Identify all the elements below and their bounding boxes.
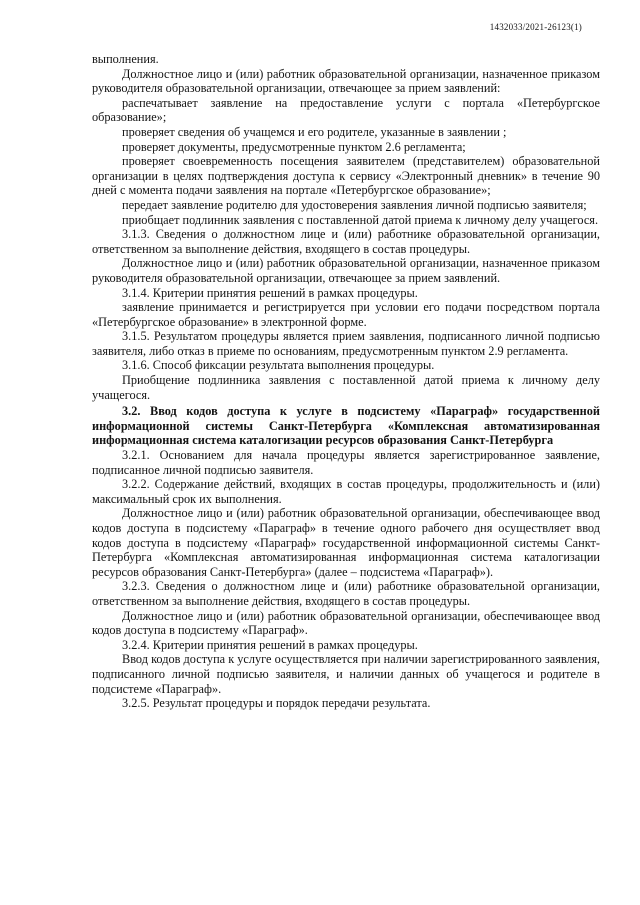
paragraph: приобщает подлинник заявления с поставленной датой приема к личному делу учащегося. [122,212,599,227]
paragraph: 3.2.1. Основанием для начала процедуры является зарегистрированное заявление, подписанное личной подписью заявителя. [92,448,600,477]
paragraph: 3.2.2. Содержание действий, входящих в состав процедуры, продолжительность и (или) максимальный срок их выполнения. [92,477,600,506]
paragraph: 3.1.3. Сведения о должностном лице и (или) работнике образовательной организации, ответственном за выполнение действия, входящего в состав процедуры. [92,227,600,256]
paragraph: выполнения. [92,52,159,66]
section-heading: 3.2. Ввод кодов доступа к услуге в подсистему «Параграф» государственной информационной системы Санкт-Петербурга «Комплексная автоматизированная информационная система каталогизации ресурсов образования Санкт-Петербурга [92,404,600,448]
paragraph: Ввод кодов доступа к услуге осуществляется при наличии зарегистрированного заявления, подписанного личной подписью заявителя, и наличии данных об учащегося и родителе в подсистеме «Параграф». [92,652,600,696]
paragraph: проверяет документы, предусмотренные пунктом 2.6 регламента; [122,139,466,154]
paragraph: 3.2.3. Сведения о должностном лице и (или) работнике образовательной организации, ответственном за выполнение действия, входящего в состав процедуры. [92,579,600,608]
paragraph: Должностное лицо и (или) работник образовательной организации, назначенное приказом руководителя образовательной организации, отвечающее за прием заявлений. [92,256,600,285]
paragraph: Должностное лицо и (или) работник образовательной организации, обеспечивающее ввод кодов доступа в подсистему «Параграф». [92,608,600,638]
paragraph: проверяет своевременность посещения заявителем (представителем) образовательной организации в целях подтверждения доступа к сервису «Электронный дневник» в течение 90 дней с момента подачи заявления на портале «Петербургское образование»; [92,154,600,198]
paragraph: передает заявление родителю для удостоверения заявления личной подписью заявителя; [122,197,587,212]
paragraph: Должностное лицо и (или) работник образовательной организации, назначенное приказом руководителя образовательной организации, отвечающее за прием заявлений: [92,66,600,96]
paragraph: 3.2.5. Результат процедуры и порядок передачи результата. [122,696,431,711]
paragraph: Приобщение подлинника заявления с поставленной датой приема к личному делу учащегося. [92,373,600,402]
document-body [92,52,600,711]
document-number: 1432033/2021-26123(1) [489,22,582,32]
paragraph: 3.2.4. Критерии принятия решений в рамках процедуры. [122,637,418,652]
paragraph: распечатывает заявление на предоставление услуги с портала «Петербургское образование»; [92,95,600,125]
paragraph: Должностное лицо и (или) работник образовательной организации, обеспечивающее ввод кодов доступа в подсистему «Параграф» в течение одного рабочего дня осуществляет ввод кодов доступа в подсистему «Параграф» государственной информационной системы Санкт-Петербурга «Комплексная автоматизированная информационная система каталогизации ресурсов образования Санкт-Петербурга» (далее – подсистема «Параграф»). [92,506,600,579]
paragraph: заявление принимается и регистрируется при условии его подачи посредством портала «Петербургское образование» в электронной форме. [92,300,600,329]
paragraph: проверяет сведения об учащемся и его родителе, указанные в заявлении ; [122,124,507,139]
paragraph: 3.1.4. Критерии принятия решений в рамках процедуры. [122,285,418,300]
paragraph: 3.1.6. Способ фиксации результата выполнения процедуры. [122,358,435,373]
paragraph: 3.1.5. Результатом процедуры является прием заявления, подписанного личной подписью заявителя, либо отказ в приеме по основаниям, предусмотренным пунктом 2.9 регламента. [92,329,600,358]
